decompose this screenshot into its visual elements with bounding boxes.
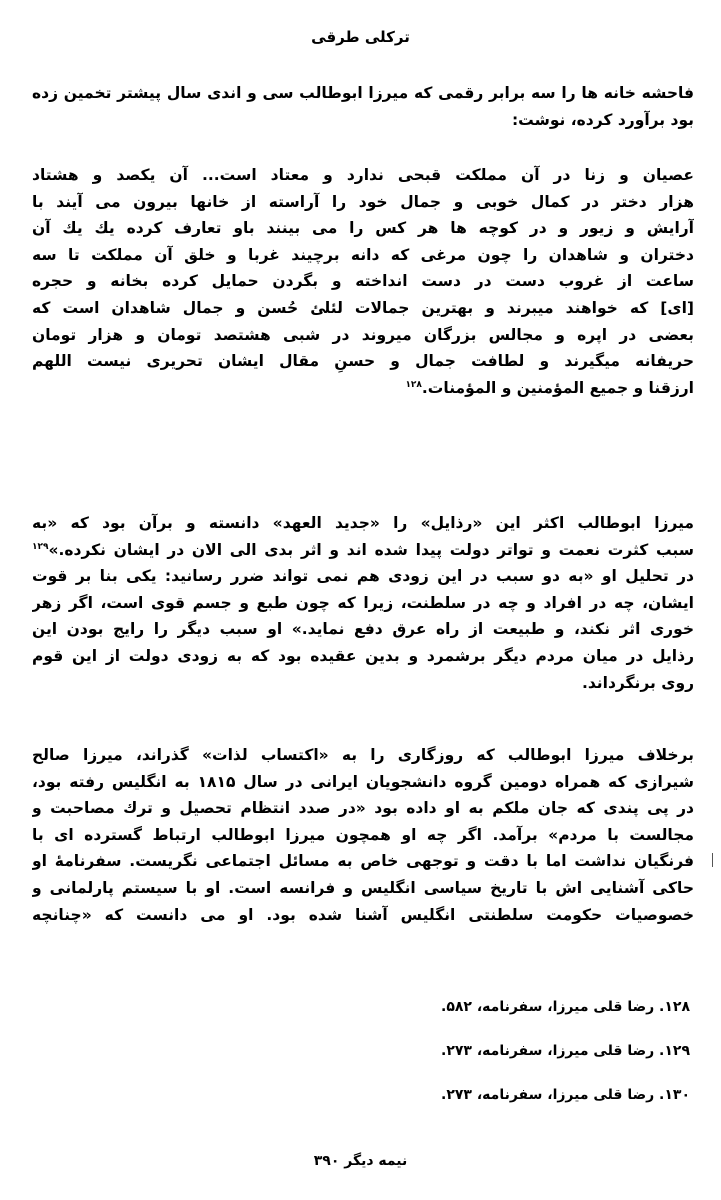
text-line: ایشان، چه در افراد و چه در سلطنت، زیرا که چون طبع و جسم قوی است، اگر زهر xyxy=(32,593,694,612)
text-line: دختران و شاهدان را چون مرغی که دانه برچیند غربا و خلق آن مملکت تا سه xyxy=(32,245,694,264)
page-footer: نیمه دیگر ۳۹۰ xyxy=(313,1153,408,1169)
text-line: برخلاف میرزا ابوطالب که روزگاری را به «اکتساب لذات» گذراند، میرزا صالح xyxy=(32,746,694,764)
margin-mark xyxy=(712,853,713,867)
text-line xyxy=(32,537,694,564)
body-paragraph-1 xyxy=(32,510,694,696)
block-quote xyxy=(32,162,694,401)
footnote-128: ۱۲۸. رضا قلی میرزا، سفرنامه، ۵۸۲. xyxy=(441,999,690,1015)
text-line-content: ارزقنا و جمیع المؤمنین و المؤمنات. xyxy=(421,378,694,397)
text-line: شیرازی که همراه دومین گروه دانشجویان ایرانی در سال ۱۸۱۵ به انگلیس رفته بود، xyxy=(32,772,694,791)
text-line: بعضی در اپره و مجالس بزرگان میروند در شبی هشتصد تومان و هزار تومان xyxy=(32,325,694,344)
footnote-ref-128[interactable]: ۱۲۸ xyxy=(405,379,422,390)
text-line: خوری اثر نکند، و طبیعت از راه عرق دفع نماید.» او سبب دیگر را رایج بودن این xyxy=(32,620,694,639)
text-line: فرنگیان نداشت اما با دقت و توجهی خاص به مسائل اجتماعی نگریست. سفرنامهٔ او xyxy=(32,852,694,871)
text-line: در تحلیل او «به دو سبب در این زودی هم نمی تواند ضرر رسانید: یکی بنا بر قوت xyxy=(32,567,694,586)
text-line xyxy=(32,375,694,402)
footnotes xyxy=(380,985,690,1117)
text-line: ساعت از غروب دست در دست انداخته و بگردن حمایل کرده بخانه و حجره xyxy=(32,272,694,291)
text-line: مجالست با مردم» برآمد. اگر چه او همچون میرزا ابوطالب ارتباط گسترده ای با xyxy=(32,825,694,844)
text-line: هزار دختر در کمال خوبی و جمال خود را آراسته از خانها بیرون می آیند با xyxy=(32,192,694,211)
text-line: حاکی آشنایی اش با تاریخ سیاسی انگلیس و فرانسه است. او با سیستم پارلمانی و xyxy=(32,878,694,897)
body-paragraph-2 xyxy=(32,742,694,928)
text-line: در پی پندی که جان ملکم به او داده بود «در صدد انتظام تحصیل و ترك مصاحبت و xyxy=(32,799,694,818)
running-head: ترکلی طرقی xyxy=(311,28,410,46)
text-line: روی برنگرداند. xyxy=(581,673,694,692)
text-line: [ای] که خواهند میبرند و بهترین جمالات لئلئ حُسن و جمال شاهدان است که xyxy=(32,298,694,317)
footnote-ref-129[interactable]: ۱۲۹ xyxy=(32,541,49,552)
text-line-content: سبب کثرت نعمت و تواتر دولت پیدا شده اند و اثر بدی الی الان در ایشان نکرده.» xyxy=(48,540,694,559)
intro-paragraph xyxy=(32,80,694,133)
text-line: رذایل در میان مردم دیگر برشمرد و بدین عقیده بود که به زودی دولت از این قوم xyxy=(32,646,694,665)
text-line: فاحشه خانه ها را سه برابر رقمی که میرزا ابوطالب سی و اندی سال پیشتر تخمین زده xyxy=(32,84,694,102)
text-line: آرایش و زیور و در کوچه ها هر کس را می بینند باو تعارف کرده یك یك آن xyxy=(32,219,694,238)
footnote-129: ۱۲۹. رضا قلی میرزا، سفرنامه، ۲۷۳. xyxy=(441,1043,690,1059)
text-line: حریفانه میگیرند و لطافت جمال و حسنِ مقال ایشان تحریری نیست اللهم xyxy=(32,352,694,371)
text-line: بود برآورد کرده، نوشت: xyxy=(511,110,694,129)
text-line: خصوصیات حکومت سلطنتی انگلیس آشنا شده بود. او می دانست که «چنانچه xyxy=(32,905,694,924)
text-line: عصیان و زنا در آن مملکت قبحی ندارد و معتاد است... آن یکصد و هشتاد xyxy=(32,166,694,184)
footnote-130: ۱۳۰. رضا قلی میرزا، سفرنامه، ۲۷۳. xyxy=(441,1087,690,1103)
text-line: میرزا ابوطالب اکثر این «رذایل» را «جدید العهد» دانسته و برآن بود که «به xyxy=(32,514,694,532)
